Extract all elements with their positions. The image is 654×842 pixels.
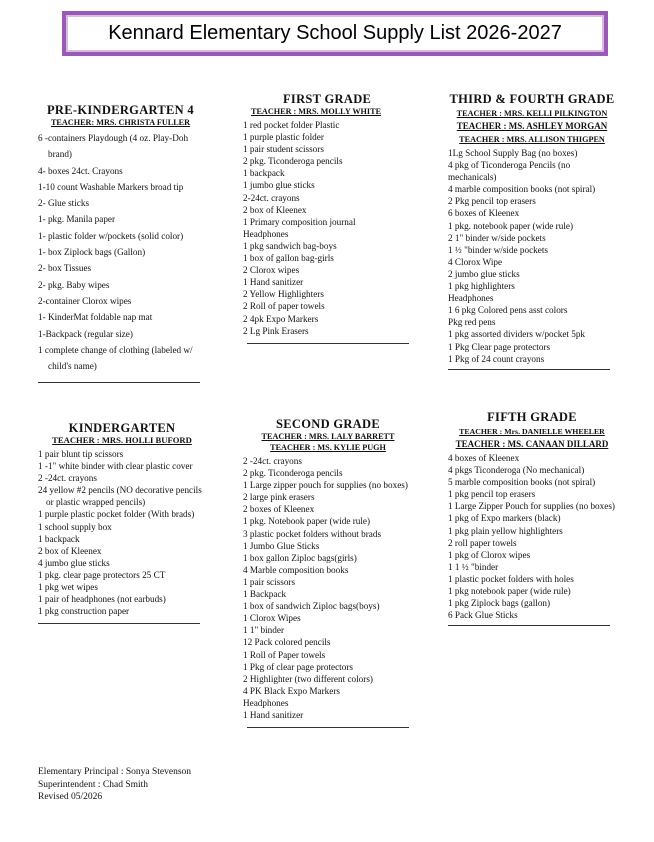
list-item: 1Lg School Supply Bag (no boxes) xyxy=(448,148,578,158)
list-item: 2- Glue sticks xyxy=(38,198,90,209)
list-item: 1-Backpack (regular size) xyxy=(38,328,133,339)
list-item: 1 Backpack xyxy=(243,589,287,600)
list-item: 2 Highlighter (two different colors) xyxy=(243,673,373,684)
section-second-grade xyxy=(243,417,413,728)
list-item: 1 plastic pocket folders with holes xyxy=(448,573,574,584)
supply-list xyxy=(448,452,616,621)
list-item: 1 pkg highlighters xyxy=(448,281,515,292)
list-item: 1 Large zipper pouch for supplies (no boxes) xyxy=(243,480,408,491)
list-item: 6 boxes of Kleenex xyxy=(448,208,520,219)
supply-list xyxy=(38,448,206,617)
list-item: 2 -24ct. crayons xyxy=(38,473,97,484)
list-item: 1 pkg construction paper xyxy=(38,606,130,617)
list-item: 12 Pack colored pencils xyxy=(243,637,331,648)
list-item: 1 red pocket folder Plastic xyxy=(243,120,340,130)
list-item: 1-10 count Washable Markers broad tip xyxy=(38,181,184,192)
teacher-name: TEACHER : MS. KYLIE PUGH xyxy=(270,443,386,452)
list-item: 1 Hand sanitizer xyxy=(243,277,304,288)
list-item: 1 1" binder xyxy=(243,625,285,636)
section-divider xyxy=(38,623,200,624)
list-item: 4 jumbo glue sticks xyxy=(38,557,110,568)
section-divider xyxy=(247,343,409,344)
list-item: 2 box of Kleenex xyxy=(243,204,307,215)
teacher-name: TEACHER : MRS. HOLLI BUFORD xyxy=(52,435,192,445)
section-fifth-grade xyxy=(448,410,616,626)
list-item: 1 complete change of clothing (labeled w/ child's name) xyxy=(38,344,193,372)
list-item: 1 backpack xyxy=(243,168,285,179)
list-item: 2 Roll of paper towels xyxy=(243,301,325,312)
footer-info xyxy=(38,766,191,804)
list-item: 4 PK Black Expo Markers xyxy=(243,685,340,696)
list-item: 1 pkg of Expo markers (black) xyxy=(448,513,561,524)
list-item: 2 boxes of Kleenex xyxy=(243,504,315,515)
list-item: 1 pair scissors xyxy=(243,576,296,587)
list-item: 2 jumbo glue sticks xyxy=(448,268,520,279)
teacher-name: TEACHER : Mrs. DANIELLE WHEELER xyxy=(459,427,605,436)
grade-heading: KINDERGARTEN xyxy=(68,421,176,435)
list-item: 2 Lg Pink Erasers xyxy=(243,325,309,336)
list-item: 1 Jumbo Glue Sticks xyxy=(243,540,320,551)
list-item: 1 Pkg of clear page protectors xyxy=(243,661,353,672)
list-item: 1 pkg pencil top erasers xyxy=(448,489,536,500)
list-item: 1 Clorox Wipes xyxy=(243,613,301,624)
list-item: 1 Large Zipper Pouch for supplies (no boxes) xyxy=(448,501,615,512)
list-item: Headphones xyxy=(448,293,494,304)
list-item: 1- box Ziplock bags (Gallon) xyxy=(38,247,146,258)
list-item: 3 plastic pocket folders without brads xyxy=(243,528,382,539)
list-item: 1 purple plastic folder xyxy=(243,132,324,143)
section-divider xyxy=(448,625,610,626)
list-item: 1 school supply box xyxy=(38,521,112,532)
list-item: 2-container Clorox wipes xyxy=(38,295,132,306)
list-item: 6 Pack Glue Sticks xyxy=(448,610,518,621)
list-item: 4 marble composition books (not spiral) xyxy=(448,184,596,195)
list-item: 1 pkg sandwich bag-boys xyxy=(243,240,337,251)
list-item: 1 pkg Ziplock bags (gallon) xyxy=(448,598,551,609)
list-item: 2 roll paper towels xyxy=(448,537,517,548)
list-item: 1 Roll of Paper towels xyxy=(243,649,326,660)
page-title: Kennard Elementary School Supply List 2026-2027 xyxy=(108,22,562,44)
teacher-name: TEACHER : MS. ASHLEY MORGAN xyxy=(456,121,608,131)
list-item: 2 large pink erasers xyxy=(243,492,315,503)
list-item: 1 box of sandwich Ziploc bags(boys) xyxy=(243,601,380,612)
list-item: 1 box of gallon bag-girls xyxy=(243,253,334,264)
list-item: 1 pkg notebook paper (wide rule) xyxy=(448,586,571,597)
principal-line: Elementary Principal : Sonya Stevenson xyxy=(38,767,192,777)
list-item: 4 pkgs Ticonderoga (No mechanical) xyxy=(448,465,585,476)
list-item: 1- pkg. Manila paper xyxy=(38,214,116,225)
list-item: 5 marble composition books (not spiral) xyxy=(448,477,596,488)
list-item: 1 pair student scissors xyxy=(243,144,324,155)
grade-heading: FIFTH GRADE xyxy=(487,410,577,424)
list-item: 4 boxes of Kleenex xyxy=(448,453,520,463)
teacher-name: TEACHER : MRS. LALY BARRETT xyxy=(261,432,395,441)
list-item: 1 Pkg Clear page protectors xyxy=(448,341,551,352)
title-banner xyxy=(62,11,608,56)
list-item: 1 pkg. clear page protectors 25 CT xyxy=(38,569,166,580)
list-item: 2 -24ct. crayons xyxy=(243,456,302,466)
list-item: 24 yellow #2 pencils (NO decorative pencils or plastic wrapped pencils) xyxy=(38,485,202,508)
list-item: 2 1" binder w/side pockets xyxy=(448,232,546,243)
list-item: 1 pkg plain yellow highlighters xyxy=(448,525,563,536)
teacher-name: TEACHER : MRS. ALLISON THIGPEN xyxy=(459,135,605,144)
list-item: 1 purple plastic pocket folder (With brads) xyxy=(38,509,195,520)
list-item: Headphones xyxy=(243,697,289,708)
list-item: 4 Marble composition books xyxy=(243,564,349,575)
teacher-name: TEACHER : MRS. KELLI PILKINGTON xyxy=(456,109,608,118)
teacher-name: TEACHER : MRS. MOLLY WHITE xyxy=(251,107,382,116)
list-item: 1 -1" white binder with clear plastic cover xyxy=(38,461,193,472)
list-item: 1 jumbo glue sticks xyxy=(243,180,315,191)
teacher-name: TEACHER : MS. CANAAN DILLARD xyxy=(455,439,609,449)
list-item: 2 pkg. Ticonderoga pencils xyxy=(243,468,343,479)
list-item: 2 Clorox wipes xyxy=(243,265,300,276)
list-item: Pkg red pens xyxy=(448,317,496,328)
supply-list xyxy=(38,130,203,374)
section-divider xyxy=(38,382,200,383)
supply-list xyxy=(243,455,413,721)
list-item: 1 box gallon Ziploc bags(girls) xyxy=(243,552,357,563)
supply-list xyxy=(448,147,616,365)
list-item: 1 pair of headphones (not earbuds) xyxy=(38,594,166,605)
list-item: 2 box of Kleenex xyxy=(38,545,102,556)
section-kindergarten xyxy=(38,421,206,624)
grade-heading: THIRD & FOURTH GRADE xyxy=(449,92,615,106)
grade-heading: PRE-KINDERGARTEN 4 xyxy=(47,103,194,117)
list-item: 1- KinderMat foldable nap mat xyxy=(38,312,153,323)
grade-heading: SECOND GRADE xyxy=(276,417,380,431)
list-item: 4- boxes 24ct. Crayons xyxy=(38,165,123,176)
teacher-name: TEACHER: MRS. CHRISTA FULLER xyxy=(50,118,191,127)
list-item: 1 backpack xyxy=(38,533,80,544)
list-item: 1 ½ "binder w/side pockets xyxy=(448,244,548,255)
list-item: 1 Primary composition journal xyxy=(243,216,356,227)
list-item: 2 pkg. Ticonderoga pencils xyxy=(243,156,343,167)
list-item: 2- box Tissues xyxy=(38,263,92,274)
section-first-grade xyxy=(243,92,413,344)
list-item: 4 pkg of Ticonderoga Pencils (no mechanicals) xyxy=(448,160,571,183)
list-item: 1 pkg wet wipes xyxy=(38,582,98,593)
list-item: 2- pkg. Baby wipes xyxy=(38,279,110,290)
list-item: 2 Pkg pencil top erasers xyxy=(448,196,536,207)
list-item: 6 -containers Playdough (4 oz. Play-Doh brand) xyxy=(38,133,189,160)
list-item: 1 Hand sanitizer xyxy=(243,709,304,720)
list-item: 1 pkg. notebook paper (wide rule) xyxy=(448,220,574,231)
list-item: 2-24ct. crayons xyxy=(243,192,300,203)
superintendent-line: Superintendent : Chad Smith xyxy=(38,779,149,790)
grade-heading: FIRST GRADE xyxy=(283,92,372,106)
section-divider xyxy=(448,369,610,370)
list-item: 1 pair blunt tip scissors xyxy=(38,449,124,459)
list-item: 1 pkg. Notebook paper (wide rule) xyxy=(243,516,371,527)
list-item: 1 Pkg of 24 count crayons xyxy=(448,353,545,364)
list-item: 1- plastic folder w/pockets (solid color) xyxy=(38,230,184,241)
list-item: Headphones xyxy=(243,228,289,239)
list-item: 1 6 pkg Colored pens asst colors xyxy=(448,305,568,316)
section-divider xyxy=(247,727,409,728)
list-item: 1 pkg assorted dividers w/pocket 5pk xyxy=(448,329,586,340)
supply-list xyxy=(243,119,413,337)
list-item: 1 pkg of Clorox wipes xyxy=(448,549,531,560)
section-prek xyxy=(38,103,203,383)
list-item: 1 1 ½ "binder xyxy=(448,561,499,572)
list-item: 2 Yellow Highlighters xyxy=(243,289,324,300)
list-item: 2 4pk Expo Markers xyxy=(243,313,319,324)
section-third-fourth-grade xyxy=(448,92,616,370)
revised-date: Revised 05/2026 xyxy=(38,792,103,802)
list-item: 4 Clorox Wipe xyxy=(448,256,503,267)
